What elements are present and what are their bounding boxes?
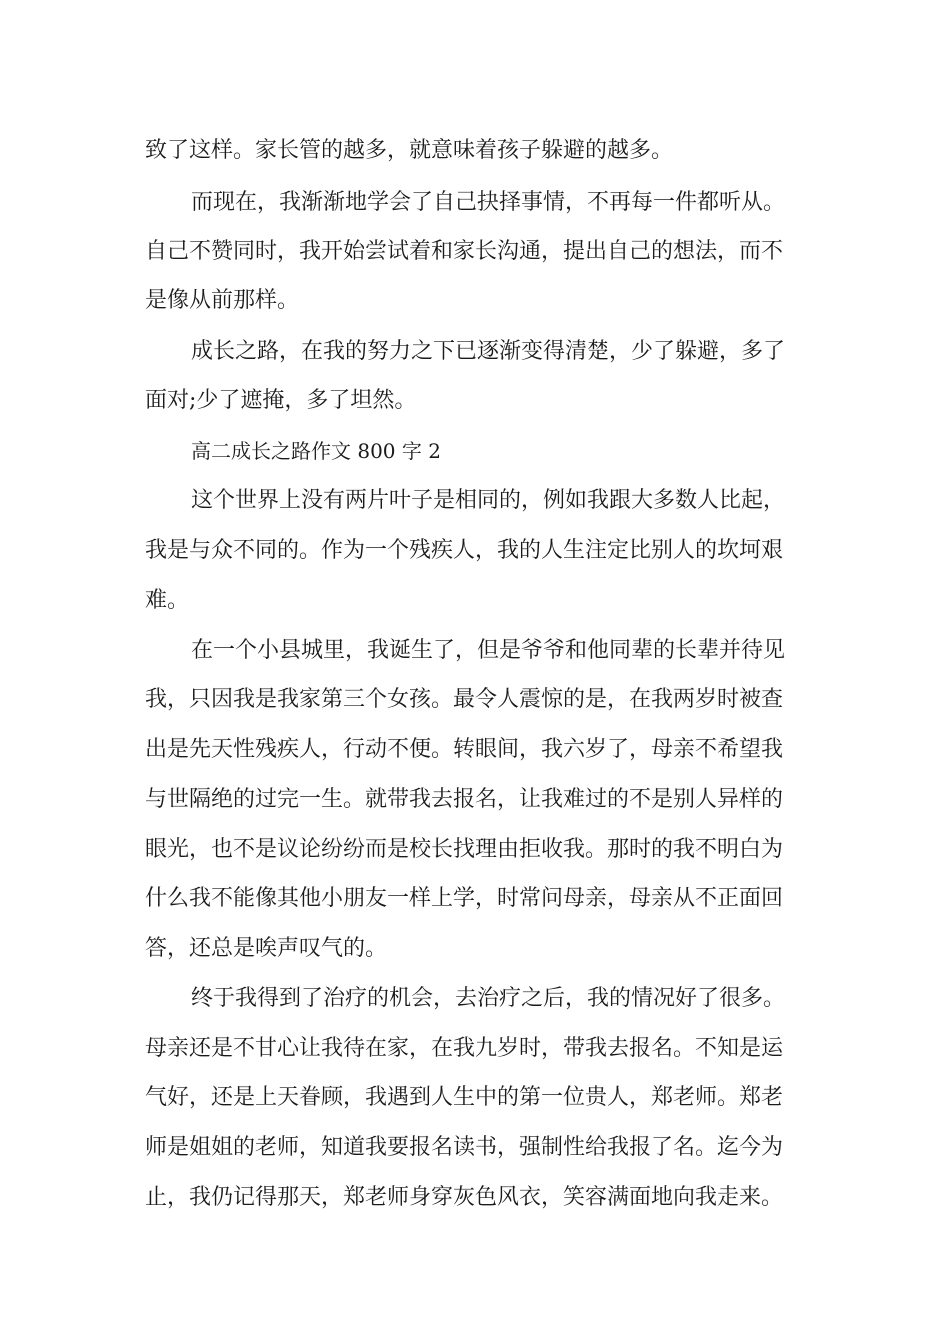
text-line: 气好，还是上天眷顾，我遇到人生中的第一位贵人，郑老师。郑老 (145, 1085, 784, 1110)
paragraph-start-line: 而现在，我渐渐地学会了自己抉择事情，不再每一件都听从。 (191, 190, 786, 215)
paragraph-start-line: 在一个小县城里，我诞生了，但是爷爷和他同辈的长辈并待见 (191, 638, 786, 663)
text-line: 难。 (145, 588, 190, 613)
text-line: 母亲还是不甘心让我待在家，在我九岁时，带我去报名。不知是运 (145, 1036, 784, 1061)
text-line: 致了这样。家长管的越多，就意味着孩子躲避的越多。 (145, 138, 674, 163)
text-line: 眼光，也不是议论纷纷而是校长找理由拒收我。那时的我不明白为 (145, 837, 784, 862)
text-line: 出是先天性残疾人，行动不便。转眼间，我六岁了，母亲不希望我 (145, 737, 784, 762)
text-line: 我是与众不同的。作为一个残疾人，我的人生注定比别人的坎坷艰 (145, 538, 784, 563)
text-line: 止，我仍记得那天，郑老师身穿灰色风衣，笑容满面地向我走来。 (145, 1185, 784, 1210)
section-heading: 高二成长之路作文 800 字 2 (191, 439, 441, 463)
text-line: 我，只因我是我家第三个女孩。最令人震惊的是，在我两岁时被查 (145, 687, 784, 712)
text-line: 面对;少了遮掩，多了坦然。 (145, 388, 417, 413)
text-line: 是像从前那样。 (145, 288, 300, 313)
paragraph-start-line: 终于我得到了治疗的机会，去治疗之后，我的情况好了很多。 (191, 986, 786, 1011)
text-line: 师是姐姐的老师，知道我要报名读书，强制性给我报了名。迄今为 (145, 1135, 784, 1160)
text-line: 答，还总是唉声叹气的。 (145, 936, 388, 961)
text-line: 什么我不能像其他小朋友一样上学，时常问母亲，母亲从不正面回 (145, 886, 784, 911)
paragraph-start-line: 成长之路，在我的努力之下已逐渐变得清楚，少了躲避，多了 (191, 339, 786, 364)
text-line: 自己不赞同时，我开始尝试着和家长沟通，提出自己的想法，而不 (145, 239, 784, 264)
paragraph-start-line: 这个世界上没有两片叶子是相同的，例如我跟大多数人比起， (191, 488, 786, 513)
text-line: 与世隔绝的过完一生。就带我去报名，让我难过的不是别人异样的 (145, 787, 784, 812)
